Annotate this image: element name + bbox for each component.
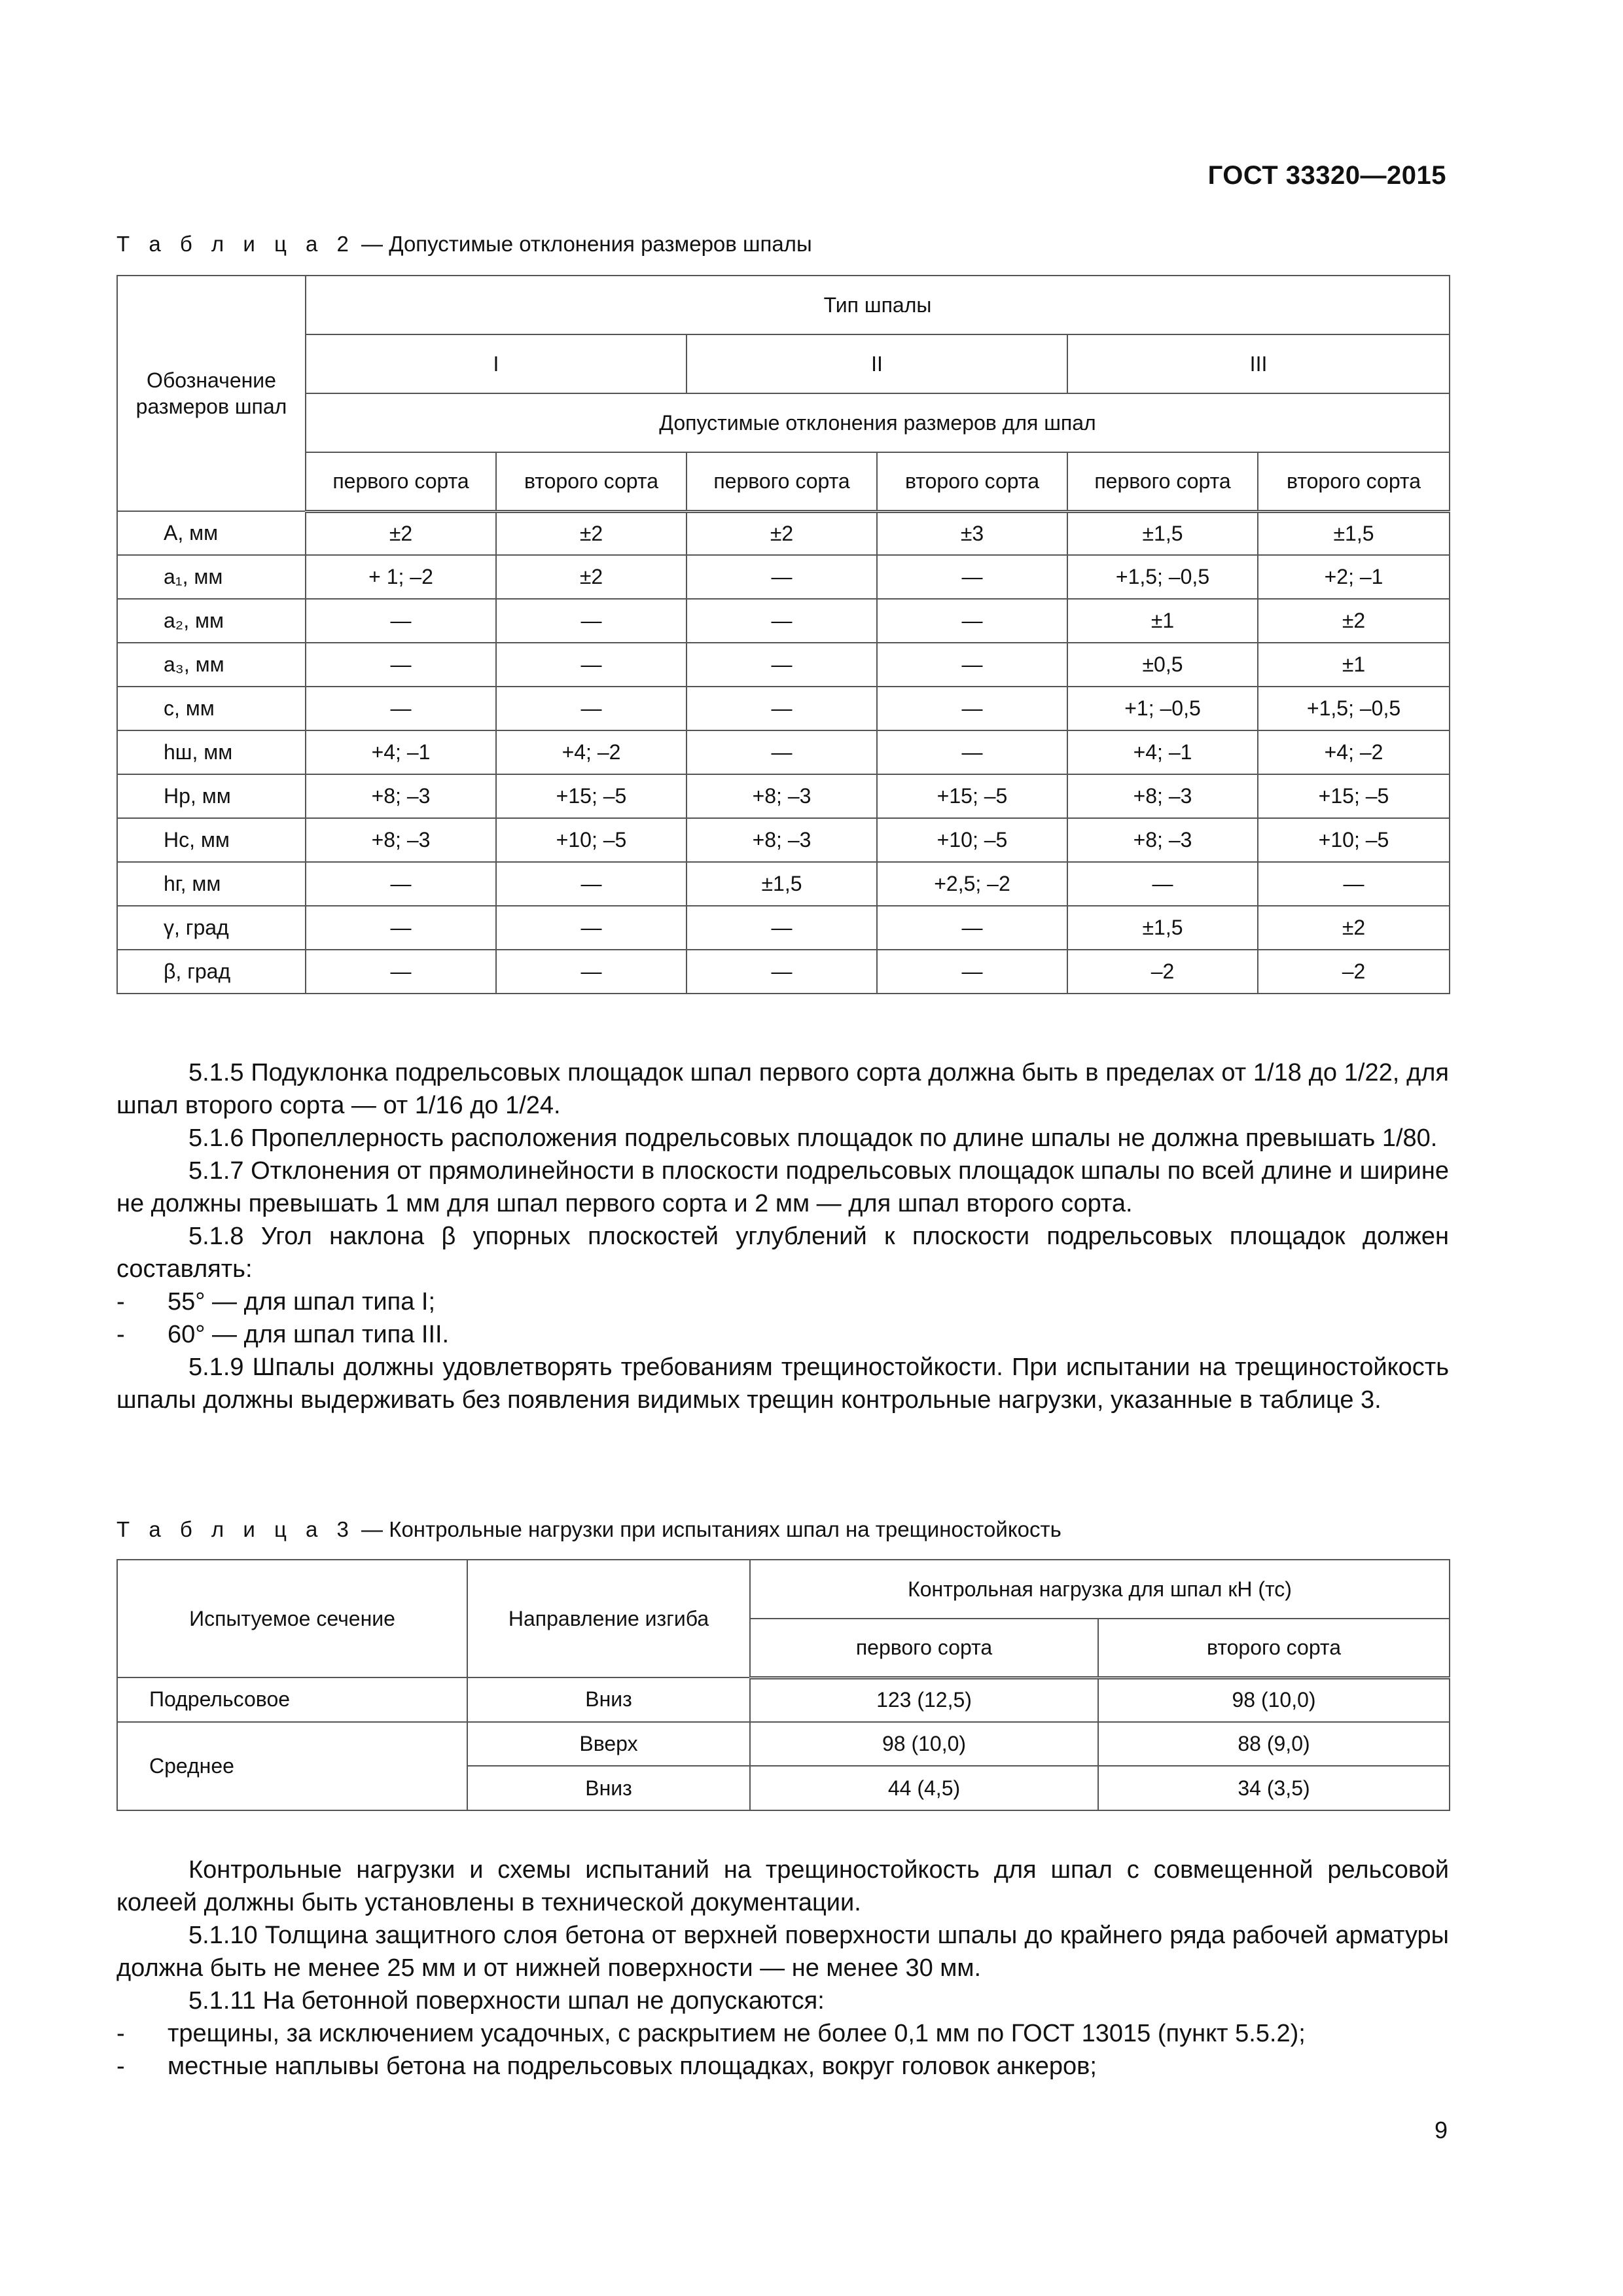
table-cell: ±1,5	[1258, 511, 1450, 555]
row-label: β, град	[117, 950, 306, 994]
table-cell: —	[687, 555, 877, 599]
table3-caption-prefix: Т а б л и ц а 3	[116, 1517, 355, 1541]
table-cell: —	[306, 950, 496, 994]
table-cell: —	[877, 687, 1067, 730]
table-cell: –2	[1067, 950, 1258, 994]
list-item: - 60° — для шпал типа III.	[116, 1321, 450, 1348]
row-label: a₃, мм	[117, 643, 306, 687]
table-cell: +15; –5	[1258, 774, 1450, 818]
table-cell: —	[877, 555, 1067, 599]
load-header: Контрольная нагрузка для шпал кН (тс)	[750, 1560, 1450, 1619]
table-cell: +8; –3	[306, 818, 496, 862]
paragraph-5-1-5: 5.1.5 Подуклонка подрельсовых площадок шпал первого сорта должна быть в пределах от 1/18 до 1/22, для шпал второго сорта — от 1/16 до 1/24.	[116, 1059, 1449, 1119]
list-item: - 55° — для шпал типа I;	[116, 1288, 436, 1316]
table-cell: ±1,5	[1067, 906, 1258, 950]
table-cell: ±2	[496, 555, 687, 599]
table-cell: +1,5; –0,5	[1258, 687, 1450, 730]
row-label: Hс, мм	[117, 818, 306, 862]
table-cell: —	[687, 687, 877, 730]
table-cell: —	[306, 687, 496, 730]
table-cell: —	[1258, 862, 1450, 906]
direction-cell: Вниз	[467, 1677, 750, 1722]
table-cell: —	[687, 643, 877, 687]
grade-header: первого сорта	[750, 1619, 1098, 1677]
table-cell: —	[306, 599, 496, 643]
table-cell: —	[877, 643, 1067, 687]
row-label: hш, мм	[117, 730, 306, 774]
control-loads-table	[116, 1559, 1450, 1811]
table-cell: ±2	[687, 511, 877, 555]
table-row	[117, 774, 1450, 818]
row-label: Hр, мм	[117, 774, 306, 818]
table-row	[117, 906, 1450, 950]
table-cell: —	[687, 950, 877, 994]
table-cell: ±3	[877, 511, 1067, 555]
table-cell: —	[496, 643, 687, 687]
row-label: a₂, мм	[117, 599, 306, 643]
table-row	[117, 862, 1450, 906]
sleeper-type-header: Тип шпалы	[306, 276, 1450, 334]
table-cell: —	[687, 730, 877, 774]
load-cell: 98 (10,0)	[1098, 1677, 1450, 1722]
type-header: II	[687, 334, 1067, 393]
table-cell: ±1,5	[687, 862, 877, 906]
table-cell: ±2	[496, 511, 687, 555]
table-cell: +2,5; –2	[877, 862, 1067, 906]
table-row	[117, 687, 1450, 730]
grade-header: второго сорта	[877, 452, 1067, 511]
row-label: А, мм	[117, 511, 306, 555]
table-cell: —	[877, 730, 1067, 774]
table-cell: +4; –1	[1067, 730, 1258, 774]
tolerance-table	[116, 275, 1450, 994]
list-item: - местные наплывы бетона на подрельсовых площадках, вокруг головок анкеров;	[116, 2053, 1097, 2080]
table-row	[117, 555, 1450, 599]
table-cell: —	[877, 599, 1067, 643]
table-cell: ±1	[1258, 643, 1450, 687]
section-header: Испытуемое сечение	[117, 1560, 467, 1677]
row-label: a₁, мм	[117, 555, 306, 599]
table-cell: +8; –3	[306, 774, 496, 818]
table3-caption	[116, 1517, 1061, 1542]
table-cell: +4; –2	[1258, 730, 1450, 774]
table-cell: +15; –5	[877, 774, 1067, 818]
table-cell: +4; –2	[496, 730, 687, 774]
text-section-2	[116, 1854, 1449, 2083]
table-cell: +8; –3	[687, 774, 877, 818]
paragraph-5-1-6: 5.1.6 Пропеллерность расположения подрельсовых площадок по длине шпалы не должна превышать 1/80.	[188, 1124, 1438, 1152]
table-row	[117, 1722, 1450, 1767]
table-cell: —	[877, 906, 1067, 950]
direction-header: Направление изгиба	[467, 1560, 750, 1677]
table3-caption-text: — Контрольные нагрузки при испытаниях шпал на трещиностойкость	[355, 1517, 1061, 1541]
table-cell: ±2	[306, 511, 496, 555]
table-cell: —	[306, 862, 496, 906]
table-cell: —	[306, 643, 496, 687]
table-row	[117, 818, 1450, 862]
table-row	[117, 1677, 1450, 1722]
paragraph-5-1-10: 5.1.10 Толщина защитного слоя бетона от верхней поверхности шпалы до крайнего ряда рабочей арматуры должна быть не менее 25 мм и от нижней поверхности — не менее 30 мм.	[116, 1922, 1449, 1982]
text-section-1	[116, 1056, 1449, 1416]
load-cell: 44 (4,5)	[750, 1766, 1098, 1810]
row-label: c, мм	[117, 687, 306, 730]
table-cell: +4; –1	[306, 730, 496, 774]
load-cell: 98 (10,0)	[750, 1722, 1098, 1767]
table-cell: —	[496, 862, 687, 906]
table-cell: —	[1067, 862, 1258, 906]
table-cell: +2; –1	[1258, 555, 1450, 599]
table2-caption	[116, 232, 812, 257]
row-label: hг, мм	[117, 862, 306, 906]
paragraph-5-1-11: 5.1.11 На бетонной поверхности шпал не допускаются:	[188, 1987, 825, 2015]
section-cell: Среднее	[117, 1722, 467, 1810]
direction-cell: Вверх	[467, 1722, 750, 1767]
table-cell: +8; –3	[687, 818, 877, 862]
grade-header: первого сорта	[306, 452, 496, 511]
table-cell: + 1; –2	[306, 555, 496, 599]
grade-header: первого сорта	[1067, 452, 1258, 511]
grade-header: второго сорта	[1098, 1619, 1450, 1677]
load-cell: 34 (3,5)	[1098, 1766, 1450, 1810]
document-header: ГОСТ 33320—2015	[1207, 161, 1446, 190]
table-cell: —	[496, 950, 687, 994]
section-cell: Подрельсовое	[117, 1677, 467, 1722]
grade-header: второго сорта	[496, 452, 687, 511]
table-row	[117, 511, 1450, 555]
table-cell: +8; –3	[1067, 818, 1258, 862]
table-cell: —	[306, 906, 496, 950]
grade-header: первого сорта	[687, 452, 877, 511]
table-cell: ±2	[1258, 599, 1450, 643]
table-row	[117, 950, 1450, 994]
list-item: - трещины, за исключением усадочных, с раскрытием не более 0,1 мм по ГОСТ 13015 (пункт 5.5.2);	[116, 2020, 1306, 2047]
table-cell: ±1,5	[1067, 511, 1258, 555]
grade-header: второго сорта	[1258, 452, 1450, 511]
type-header: III	[1067, 334, 1450, 393]
table-cell: +10; –5	[496, 818, 687, 862]
table-cell: —	[687, 906, 877, 950]
row-label: γ, град	[117, 906, 306, 950]
table-cell: +15; –5	[496, 774, 687, 818]
load-cell: 123 (12,5)	[750, 1677, 1098, 1722]
table-cell: ±0,5	[1067, 643, 1258, 687]
table-cell: ±1	[1067, 599, 1258, 643]
table-cell: ±2	[1258, 906, 1450, 950]
table-cell: —	[496, 906, 687, 950]
designation-header: Обозначение размеров шпал	[117, 276, 306, 511]
table-cell: +8; –3	[1067, 774, 1258, 818]
direction-cell: Вниз	[467, 1766, 750, 1810]
table-cell: —	[496, 599, 687, 643]
type-header: I	[306, 334, 687, 393]
table-cell: +10; –5	[1258, 818, 1450, 862]
table2-caption-text: — Допустимые отклонения размеров шпалы	[355, 232, 812, 256]
table-cell: —	[687, 599, 877, 643]
load-cell: 88 (9,0)	[1098, 1722, 1450, 1767]
table-row	[117, 599, 1450, 643]
paragraph-5-1-9: 5.1.9 Шпалы должны удовлетворять требованиям трещиностойкости. При испытании на трещиностойкость шпалы должны выдерживать без появления видимых трещин контрольные нагрузки, указанные в таблице 3.	[116, 1354, 1449, 1414]
paragraph-5-1-8: 5.1.8 Угол наклона β упорных плоскостей углублений к плоскости подрельсовых площадок должен составлять:	[116, 1223, 1449, 1283]
table-row	[117, 643, 1450, 687]
table-cell: +1; –0,5	[1067, 687, 1258, 730]
tolerances-header: Допустимые отклонения размеров для шпал	[306, 393, 1450, 452]
table-row	[117, 730, 1450, 774]
table-cell: +1,5; –0,5	[1067, 555, 1258, 599]
table-cell: —	[877, 950, 1067, 994]
table-cell: +10; –5	[877, 818, 1067, 862]
table2-caption-prefix: Т а б л и ц а 2	[116, 232, 355, 256]
page-number: 9	[1434, 2117, 1448, 2144]
paragraph-5-1-7: 5.1.7 Отклонения от прямолинейности в плоскости подрельсовых площадок шпалы по всей длине и ширине не должны превышать 1 мм для шпал первого сорта и 2 мм — для шпал второго сорта.	[116, 1157, 1449, 1217]
paragraph-control-loads: Контрольные нагрузки и схемы испытаний на трещиностойкость для шпал с совмещенной рельсовой колеей должны быть установлены в технической документации.	[116, 1856, 1449, 1916]
table-cell: –2	[1258, 950, 1450, 994]
table-cell: —	[496, 687, 687, 730]
